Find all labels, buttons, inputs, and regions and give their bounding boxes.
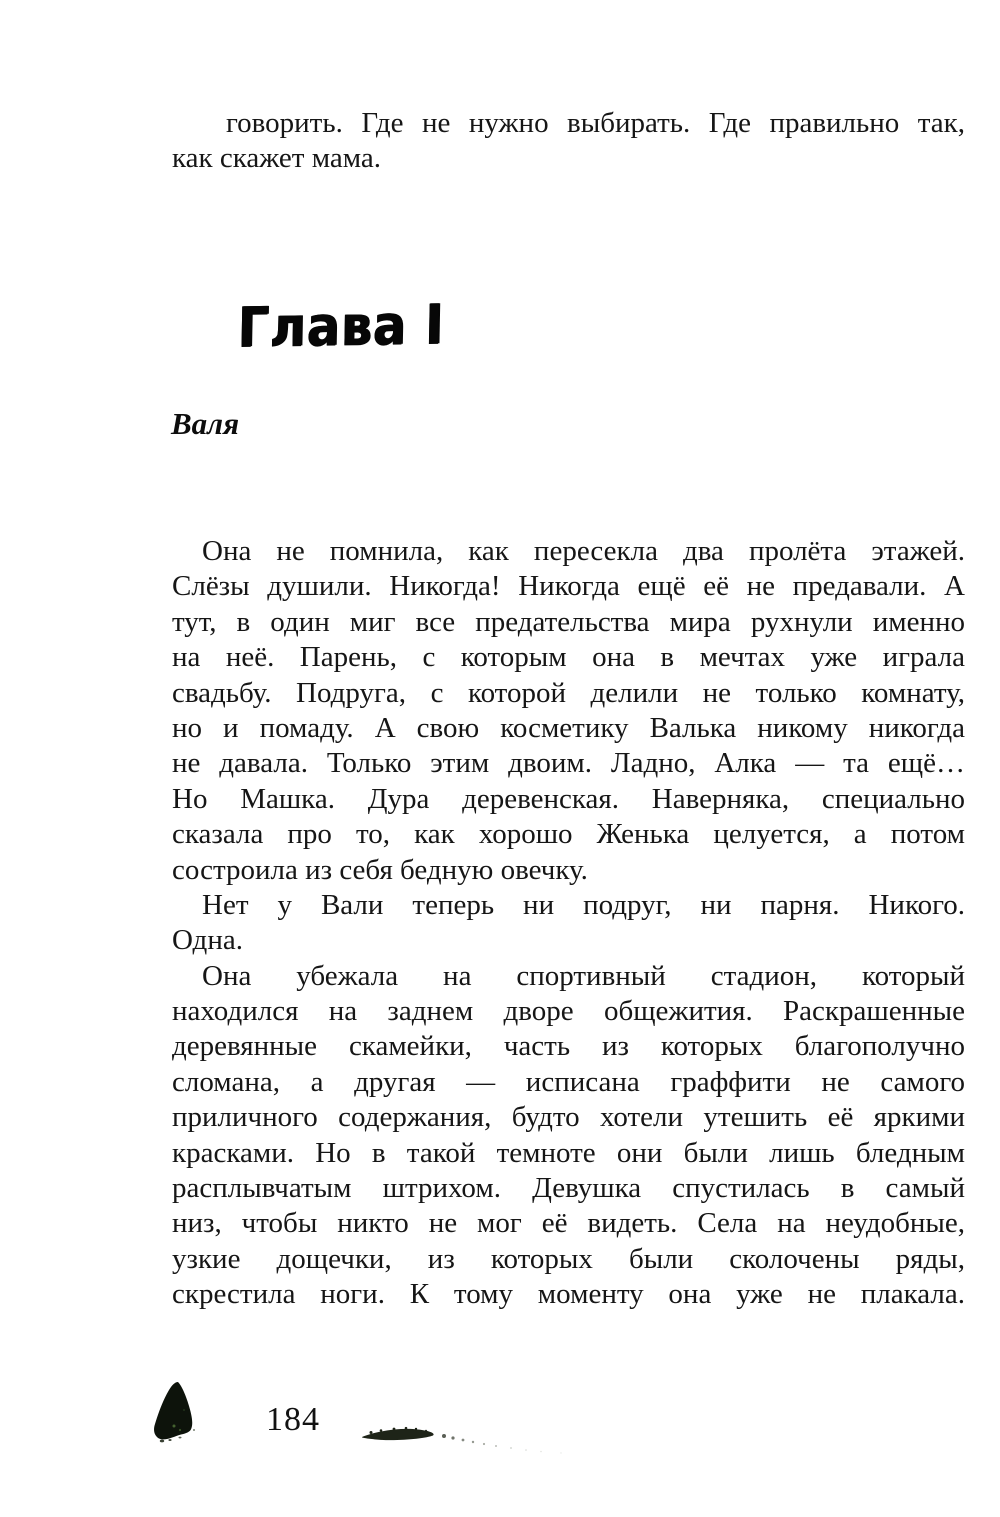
text-line: Но Машка. Дура деревенская. Наверняка, специально	[172, 782, 965, 815]
text-line: Одна.	[172, 924, 243, 957]
text-line: скрестила ноги. К тому моменту она уже не плакала.	[172, 1278, 965, 1311]
text-line: Слёзы душили. Никогда! Никогда ещё её не предавали. А	[172, 570, 965, 603]
text-line: но и помаду. А свою косметику Валька никому никогда	[172, 711, 965, 744]
text-line: находился на заднем дворе общежития. Раскрашенные	[172, 995, 965, 1028]
chapter-subheading: Валя	[171, 406, 240, 441]
ink-smudge-icon	[356, 1420, 588, 1460]
text-line: приличного содержания, будто хотели утешить её яркими	[172, 1101, 965, 1134]
text-line: узкие дощечки, из которых были сколочены ряды,	[172, 1242, 965, 1275]
chapter-heading: Глава I	[236, 292, 445, 360]
text-line: как скажет мама.	[172, 142, 382, 175]
text-line: расплывчатым штрихом. Девушка спустилась в самый	[172, 1172, 965, 1205]
ink-blot-icon	[150, 1380, 204, 1446]
body-text	[172, 534, 965, 1313]
text-line: низ, чтобы никто не мог её видеть. Села на неудобные,	[172, 1207, 965, 1240]
text-line: не давала. Только этим двоим. Ладно, Алка — та ещё…	[172, 747, 965, 780]
text-line: красками. Но в такой темноте они были лишь бледным	[172, 1136, 965, 1169]
text-line: на неё. Парень, с которым она в мечтах уже играла	[172, 641, 965, 674]
text-line: говорить. Где не нужно выбирать. Где правильно так,	[226, 107, 965, 139]
text-line: деревянные скамейки, часть из которых благополучно	[172, 1030, 965, 1063]
text-line: тут, в один миг все предательства мира рухнули именно	[172, 605, 965, 638]
text-line: свадьбу. Подруга, с которой делили не только комнату,	[172, 676, 965, 709]
text-line: сломана, а другая — исписана граффити не самого	[172, 1065, 965, 1098]
text-line: Она убежала на спортивный стадион, который	[202, 959, 965, 992]
paragraph-continuation	[172, 106, 965, 177]
text-line: Нет у Вали теперь ни подруг, ни парня. Никого.	[202, 888, 965, 921]
text-line: сказала про то, как хорошо Женька целуется, а потом	[172, 818, 965, 851]
text-line: состроила из себя бедную овечку.	[172, 853, 588, 886]
page-number: 184	[266, 1401, 320, 1438]
text-line: Она не помнила, как пересекла два пролёта этажей.	[202, 535, 965, 567]
